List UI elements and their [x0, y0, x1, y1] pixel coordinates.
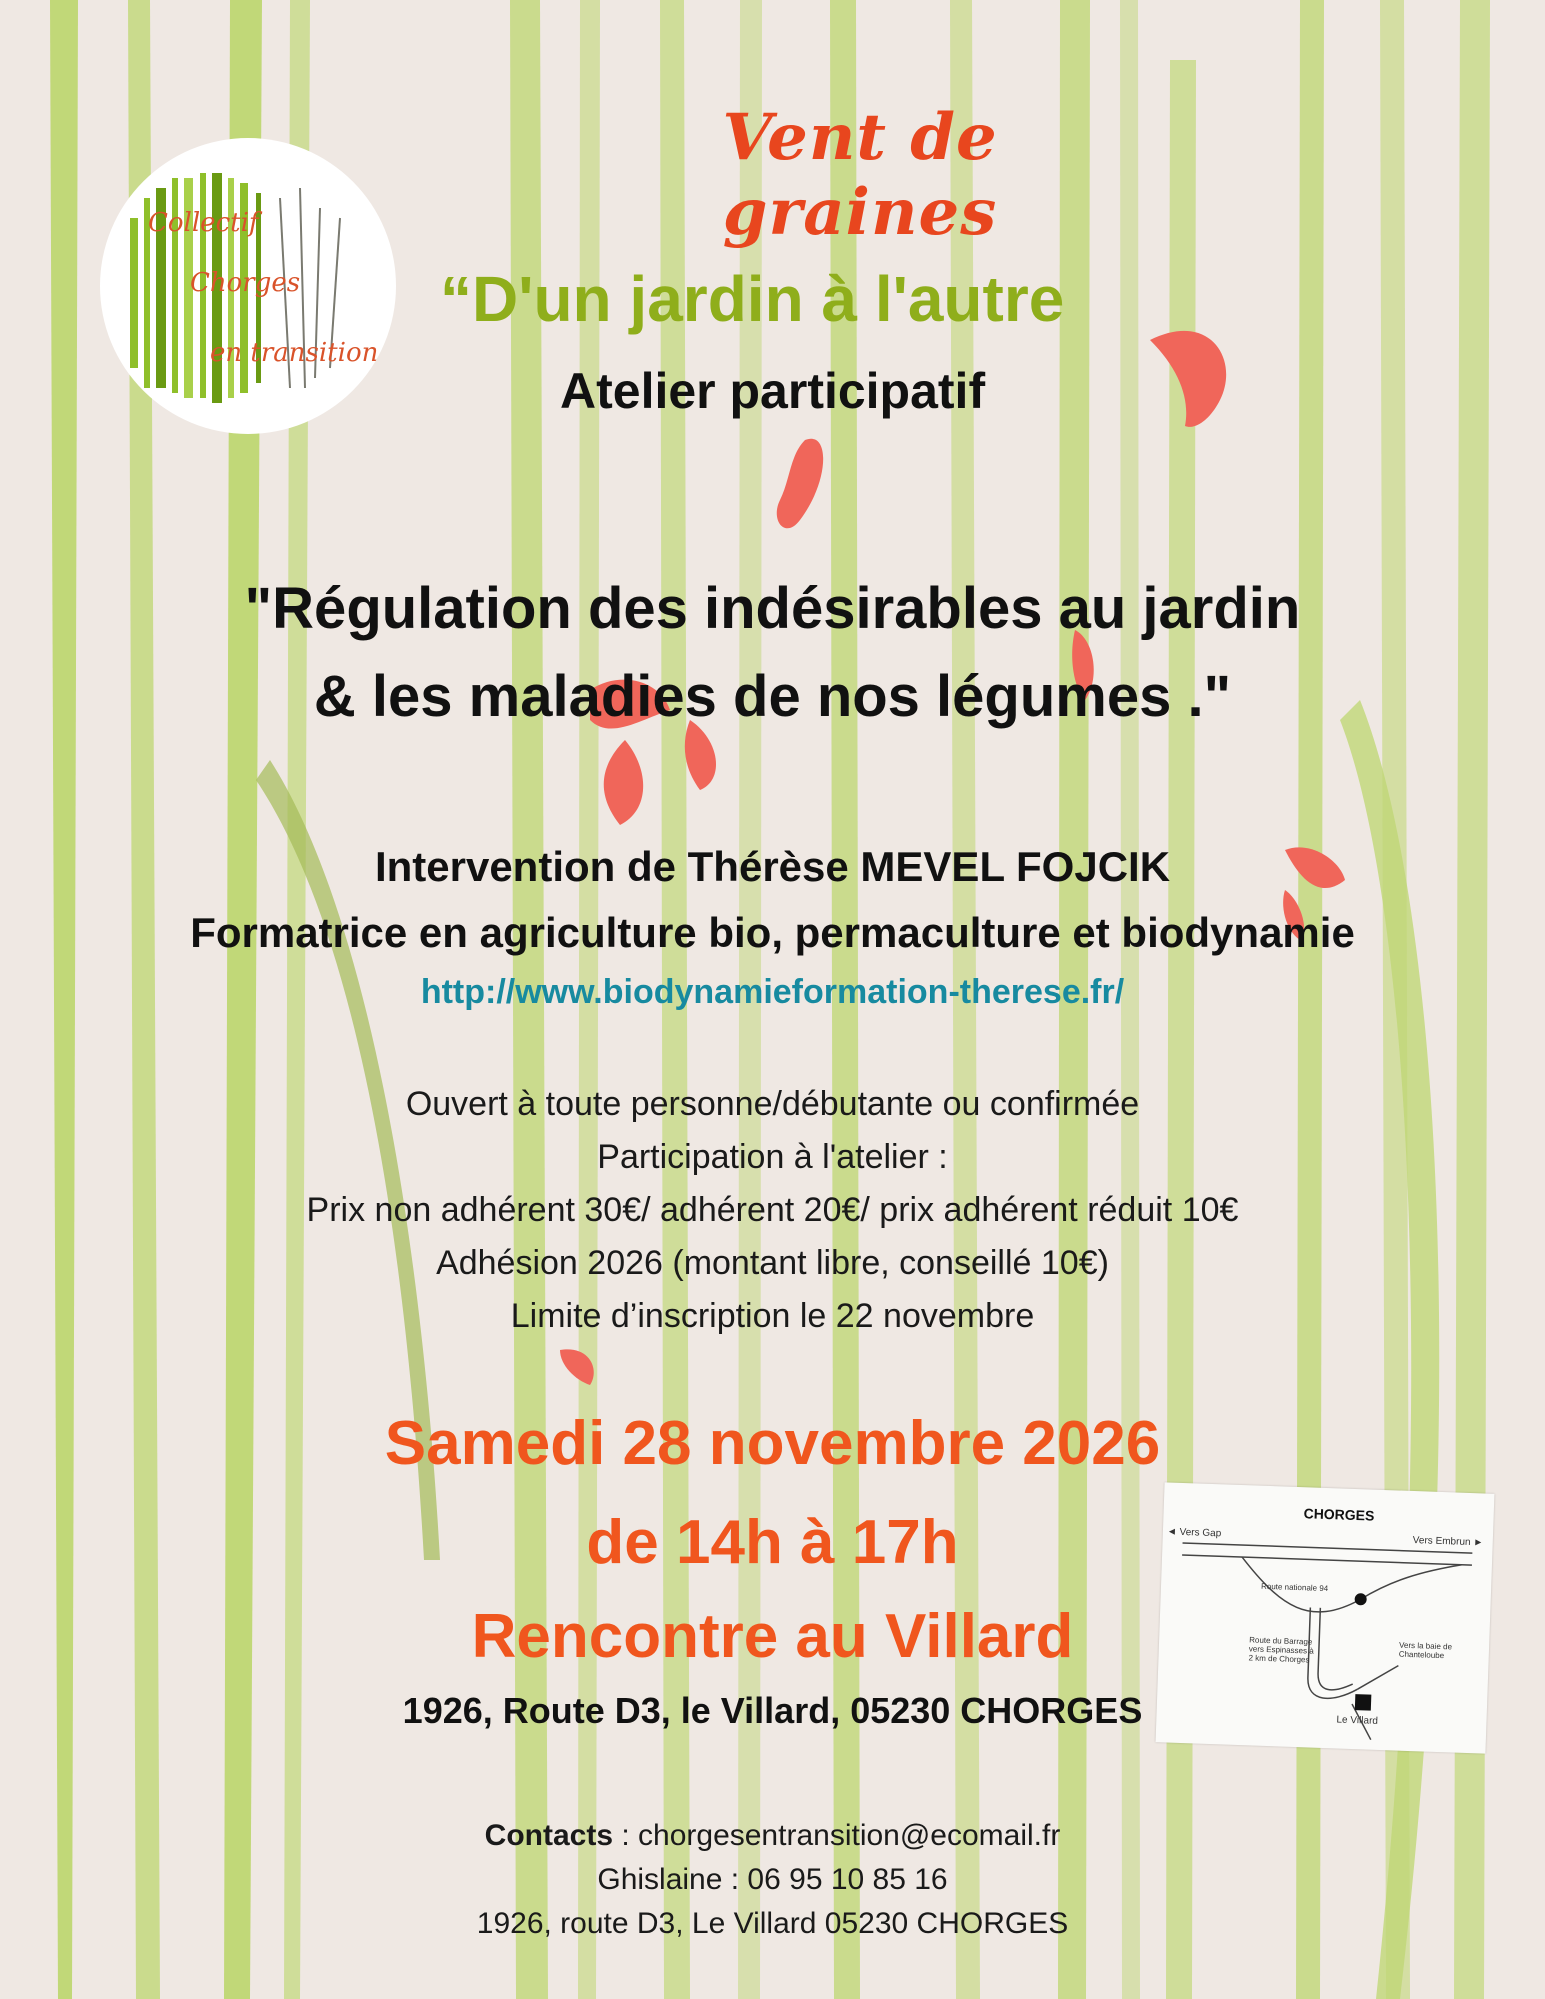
speaker-role: Formatrice en agriculture bio, permaculture et biodynamie — [190, 909, 1355, 956]
map-east-label: Vers Embrun ► — [1412, 1535, 1484, 1549]
contacts-email-value: : chorgesentransition@ecomail.fr — [613, 1819, 1061, 1852]
map-west-label: ◄ Vers Gap — [1166, 1526, 1222, 1540]
event-address: 1926, Route D3, le Villard, 05230 CHORGES — [402, 1690, 1143, 1731]
logo-line1: Collectif — [148, 208, 259, 238]
page-title: “D'un jardin à l'autre — [440, 263, 1065, 335]
page-subtitle: Atelier participatif — [560, 363, 986, 419]
contacts-address: 1926, route D3, Le Villard 05230 CHORGES — [476, 1907, 1069, 1940]
map-road-label: Route nationale 94 — [1260, 1581, 1329, 1594]
topic-line1: "Régulation des indésirables au jardin — [244, 576, 1301, 641]
map-chanteloube-label: Vers la baie de Chanteloube — [1398, 1640, 1453, 1661]
info-participation: Participation à l'atelier : — [597, 1138, 948, 1176]
contacts-email — [0, 1814, 1545, 1858]
map-barrage-label: Route du Barrage vers Espinasses à 2 km de Chorges — [1248, 1635, 1314, 1665]
map-title: CHORGES — [1303, 1505, 1375, 1524]
event-date: Samedi 28 novembre 2026 — [384, 1409, 1161, 1478]
info-prices: Prix non adhérent 30€/ adhérent 20€/ prix adhérent réduit 10€ — [306, 1191, 1239, 1229]
speaker-website-link[interactable]: http://www.biodynamieformation-therese.fr/ — [420, 973, 1125, 1011]
collectif-logo — [100, 138, 396, 434]
logo-line2: Chorges — [190, 268, 301, 298]
brand-logo: Vent de graines — [722, 100, 998, 250]
speaker-name: Intervention de Thérèse MEVEL FOJCIK — [374, 843, 1171, 890]
location-map — [1156, 1482, 1495, 1753]
event-time: de 14h à 17h — [586, 1508, 959, 1577]
event-place: Rencontre au Villard — [471, 1602, 1074, 1671]
info-deadline: Limite d’inscription le 22 novembre — [510, 1297, 1035, 1335]
info-audience: Ouvert à toute personne/débutante ou confirmée — [405, 1085, 1140, 1123]
map-villard-label: Le Villard — [1336, 1714, 1379, 1727]
logo-line3: en transition — [210, 338, 379, 368]
info-membership: Adhésion 2026 (montant libre, conseillé 10€) — [436, 1244, 1109, 1282]
topic-line2: & les maladies de nos légumes ." — [313, 664, 1232, 729]
map-roads-icon — [1156, 1482, 1495, 1753]
contacts-phone: Ghislaine : 06 95 10 85 16 — [597, 1863, 948, 1896]
contacts-label: Contacts — [484, 1819, 614, 1852]
